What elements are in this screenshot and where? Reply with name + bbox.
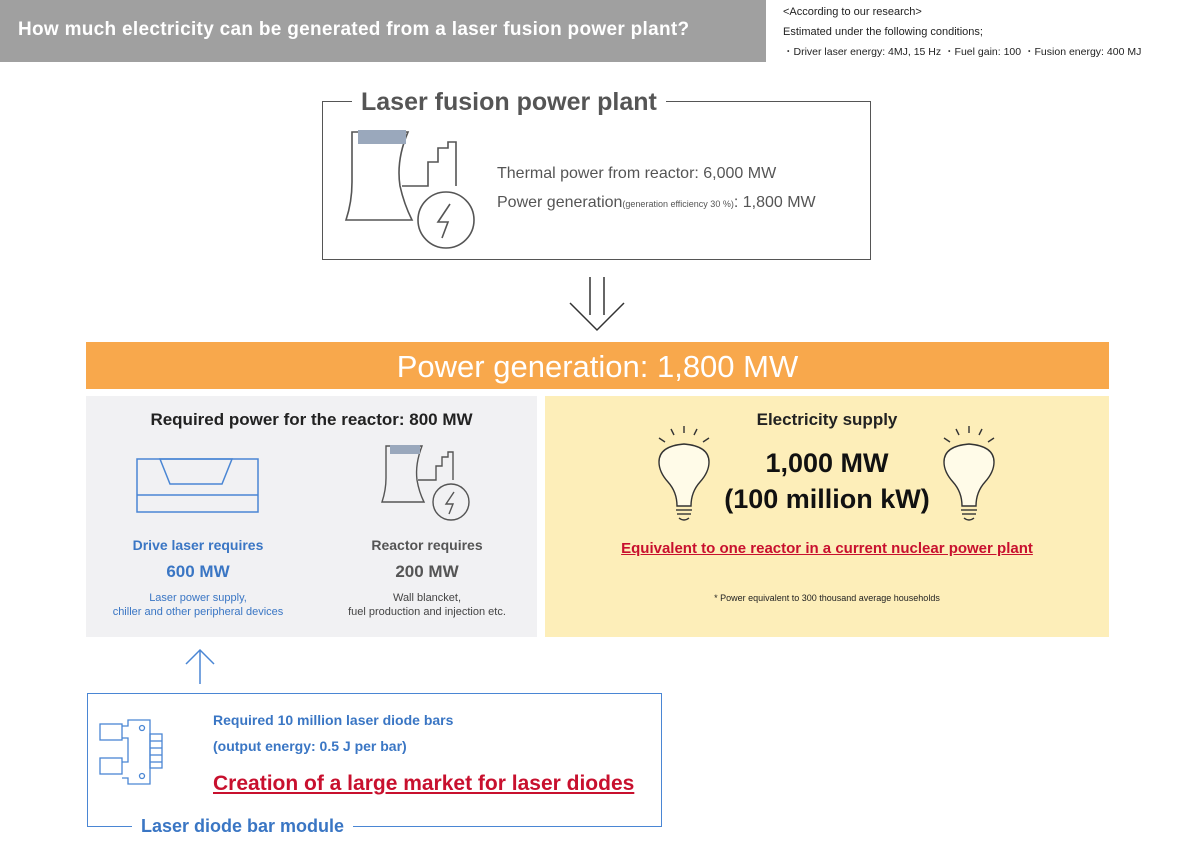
diode-module-title: Laser diode bar module xyxy=(132,816,353,837)
nuclear-equivalent-text: Equivalent to one reactor in a current nuclear power plant xyxy=(621,540,1033,557)
header-banner xyxy=(0,0,766,62)
reactor-value: 200 MW xyxy=(395,562,459,581)
up-arrow-icon xyxy=(184,648,216,686)
required-power-panel xyxy=(86,396,537,637)
electricity-supply-panel xyxy=(545,396,1109,637)
power-generation-bar xyxy=(86,342,1109,389)
households-footnote: * Power equivalent to 300 thousand average households xyxy=(714,593,940,603)
thermal-power-text: Thermal power from reactor: 6,000 MW xyxy=(497,165,777,182)
conditions-note: Estimated under the following conditions; xyxy=(783,26,983,38)
reactor-plant-icon xyxy=(378,442,474,524)
supply-value-mw: 1,000 MW xyxy=(765,448,889,478)
drive-laser-heading: Drive laser requires xyxy=(132,537,264,553)
research-note: <According to our research> xyxy=(783,6,922,18)
conditions-detail: ・Driver laser energy: 4MJ, 15 Hz ・Fuel gain: 100 ・Fusion energy: 400 MJ xyxy=(783,46,1142,58)
drive-laser-desc-1: Laser power supply, xyxy=(149,592,247,604)
generation-text: Power generation(generation efficiency 30 %): 1,800 MW xyxy=(497,194,816,211)
electricity-supply-title: Electricity supply xyxy=(756,410,898,429)
diode-bars-required: Required 10 million laser diode bars xyxy=(213,712,454,728)
reactor-desc-2: fuel production and injection etc. xyxy=(348,606,506,618)
header-title: How much electricity can be generated from a laser fusion power plant? xyxy=(18,19,690,40)
light-bulb-icon xyxy=(938,424,1000,524)
down-arrow-icon xyxy=(568,275,626,333)
plant-title: Laser fusion power plant xyxy=(352,88,666,117)
drive-laser-desc-2: chiller and other peripheral devices xyxy=(112,606,284,618)
power-generation-text: Power generation: 1,800 MW xyxy=(396,349,799,384)
diode-output-energy: (output energy: 0.5 J per bar) xyxy=(213,738,407,754)
laser-device-icon xyxy=(136,458,260,514)
reactor-heading: Reactor requires xyxy=(371,537,483,553)
reactor-desc-1: Wall blancket, xyxy=(392,592,462,604)
required-power-title: Required power for the reactor: 800 MW xyxy=(150,410,473,429)
market-creation-text: Creation of a large market for laser diodes xyxy=(213,772,635,795)
supply-value-kw: (100 million kW) xyxy=(724,484,930,514)
power-plant-icon xyxy=(338,124,488,252)
diode-module-icon xyxy=(98,718,178,786)
drive-laser-value: 600 MW xyxy=(166,562,230,581)
